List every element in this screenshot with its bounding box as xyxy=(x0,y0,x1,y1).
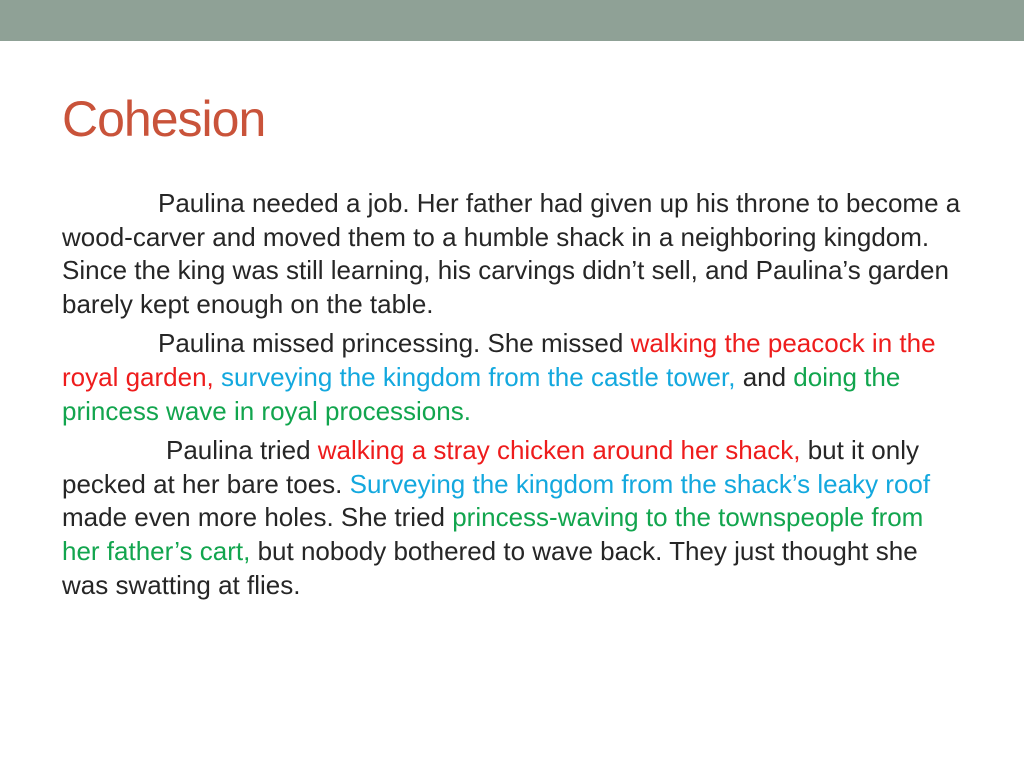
slide-body xyxy=(62,187,962,608)
text-segment: and xyxy=(735,361,794,392)
text-segment: Paulina tried xyxy=(166,435,318,466)
text-segment: Surveying the kingdom from the shack’s leaky roof xyxy=(349,468,931,499)
text-segment: walking the peacock in the royal garden, xyxy=(62,328,936,392)
text-segment: Paulina needed a job. Her father had given up his throne to become a wood-carver and moved them to a humble shack in a neighboring kingdom. Since the king was still learning, his carvings didn’t sell, and Paulina’s garden barely kept enough on the table. xyxy=(62,188,961,319)
text-segment xyxy=(214,362,221,392)
text-segment: but nobody bothered to wave back. They just thought she was swatting at flies. xyxy=(62,535,918,600)
text-segment: surveying the kingdom from the castle tower, xyxy=(221,361,736,392)
text-segment: walking a stray chicken around her shack, xyxy=(317,435,801,466)
text-segment: but it only pecked at her bare toes. xyxy=(62,435,919,499)
paragraph-1 xyxy=(62,187,962,321)
paragraph-2 xyxy=(62,327,962,428)
top-bar xyxy=(0,0,1024,41)
text-segment: princess-waving to the townspeople from her father’s cart, xyxy=(62,502,924,566)
text-segment: made even more holes. She tried xyxy=(62,502,453,533)
text-segment: Paulina missed princessing. She missed xyxy=(158,328,631,359)
paragraph-3 xyxy=(62,434,962,602)
slide-title: Cohesion xyxy=(62,91,266,147)
text-segment: doing the princess wave in royal processions. xyxy=(62,361,901,426)
